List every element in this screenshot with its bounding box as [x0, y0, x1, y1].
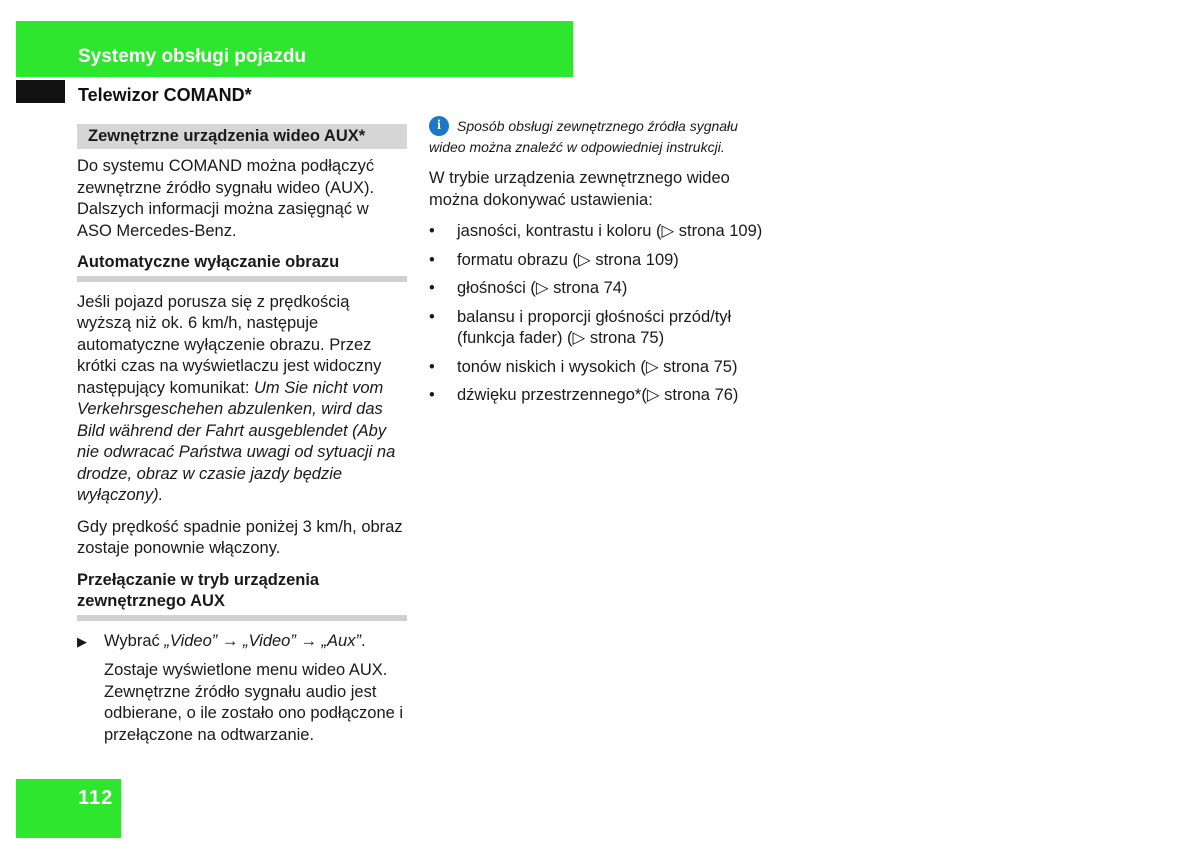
left-column — [77, 124, 407, 756]
list-item — [429, 307, 769, 350]
settings-list — [429, 221, 769, 407]
list-item-text: balansu i proporcji głośności przód/tył (funkcja fader) (▷ strona 75) — [457, 307, 732, 347]
step-arrow-2: → — [295, 631, 322, 650]
bullet-icon: • — [429, 307, 435, 326]
step-menu-video-2: „Video” — [242, 631, 296, 650]
list-item — [429, 250, 769, 272]
auto-off-paragraph — [77, 292, 407, 507]
info-note — [429, 116, 769, 158]
reenable-paragraph: Gdy prędkość spadnie poniżej 3 km/h, obraz zostaje ponownie włączony. — [77, 517, 403, 557]
step-menu-aux: „Aux” — [321, 631, 361, 650]
intro-paragraph: Do systemu COMAND można podłączyć zewnętrzne źródło sygnału wideo (AUX). Dalszych informacji można zasięgnąć w ASO Mercedes-Benz. — [77, 157, 375, 240]
section-marker — [16, 80, 65, 103]
list-item — [429, 278, 769, 300]
bullet-icon: • — [429, 279, 435, 297]
list-item — [429, 221, 769, 243]
auto-off-message: Um Sie nicht vom Verkehrsgeschehen abzulenken, wird das Bild während der Fahrt ausgeblendet (Aby nie odwracać Państwa uwagi od sytuacji na drodze, obraz w czasie jazdy będzie wyłączony). — [77, 378, 396, 504]
aux-section-heading: Zewnętrzne urządzenia wideo AUX* — [77, 124, 407, 149]
list-item-text: dźwięku przestrzennego*(▷ strona 76) — [457, 386, 739, 404]
step-prefix: Wybrać — [104, 631, 165, 650]
switch-heading: Przełączanie w tryb urządzenia zewnętrznego AUX — [77, 570, 407, 621]
settings-intro: W trybie urządzenia zewnętrznego wideo można dokonywać ustawienia: — [429, 169, 730, 209]
step-item — [77, 631, 407, 653]
page-number: 112 — [78, 787, 114, 809]
step-menu-video: „Video” — [164, 631, 218, 650]
step-text — [104, 631, 366, 653]
auto-off-text: Jeśli pojazd porusza się z prędkością wyższą niż ok. 6 km/h, następuje automatyczne wyłączenie obrazu. Przez krótki czas na wyświetlaczu jest widoczny następujący komunikat: — [77, 292, 382, 397]
bullet-icon: • — [429, 386, 435, 404]
bullet-icon: • — [429, 222, 435, 240]
bullet-icon: • — [429, 250, 435, 269]
auto-off-heading: Automatyczne wyłączanie obrazu — [77, 252, 407, 282]
step-triangle-icon: ▶ — [77, 633, 87, 649]
info-icon: i — [429, 116, 449, 136]
list-item-text: jasności, kontrastu i koloru (▷ strona 109) — [457, 222, 763, 240]
list-item-text: formatu obrazu (▷ strona 109) — [457, 250, 679, 269]
list-item-text: tonów niskich i wysokich (▷ strona 75) — [457, 357, 738, 376]
list-item — [429, 357, 769, 379]
info-text: Sposób obsługi zewnętrznego źródła sygnału wideo można znaleźć w odpowiedniej instrukcji. — [429, 118, 738, 155]
list-item — [429, 385, 769, 407]
step-result: Zostaje wyświetlone menu wideo AUX. Zewnętrzne źródło sygnału audio jest odbierane, o ile zostało ono podłączone i przełączone na odtwarzanie. — [104, 661, 404, 744]
list-item-text: głośności (▷ strona 74) — [457, 279, 628, 297]
step-arrow: → — [217, 631, 243, 650]
section-title: Telewizor COMAND* — [78, 85, 252, 105]
chapter-title: Systemy obsługi pojazdu — [78, 46, 307, 67]
bullet-icon: • — [429, 357, 435, 376]
right-column — [429, 116, 769, 414]
step-suffix: . — [360, 631, 366, 650]
